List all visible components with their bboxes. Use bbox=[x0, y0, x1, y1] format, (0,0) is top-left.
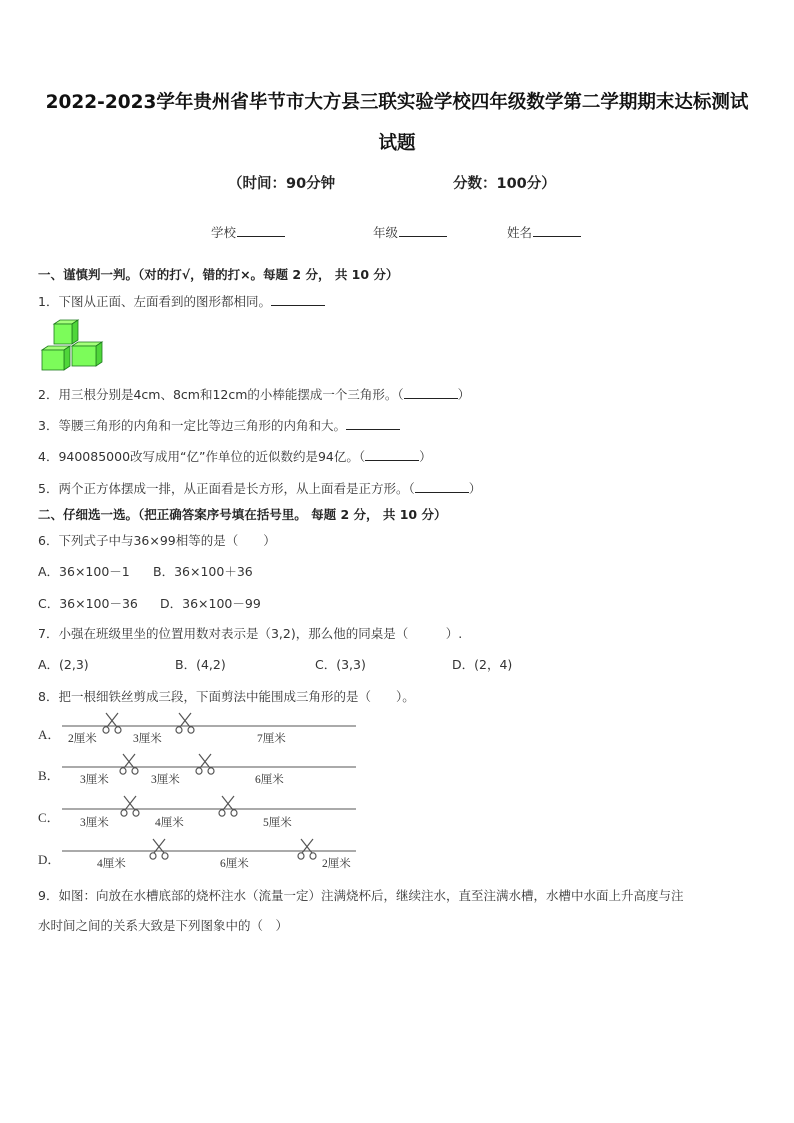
q7-option-d[interactable]: D．(2，4) bbox=[452, 657, 513, 672]
q8-d-seg-1: 4厘米 bbox=[97, 858, 126, 870]
name-field[interactable] bbox=[507, 223, 581, 241]
name-label: 姓名 bbox=[507, 225, 533, 240]
question-9-line1: 9．如图：向放在水槽底部的烧杯注水（流量一定）注满烧杯后，继续注水，直至注满水槽，水槽中水面上升高度与注 bbox=[38, 888, 684, 903]
grade-field[interactable] bbox=[373, 223, 447, 241]
answer-blank[interactable] bbox=[346, 418, 400, 430]
q8-option-a[interactable]: A． bbox=[38, 727, 61, 742]
question-9-line2: 水时间之间的关系大致是下列图象中的（ ） bbox=[38, 918, 289, 933]
q8-d-seg-2: 6厘米 bbox=[220, 858, 249, 870]
question-3: 3．等腰三角形的内角和一定比等边三角形的内角和大。 bbox=[38, 416, 400, 434]
question-4: 4．940085000改写成用“亿”作单位的近似数约是94亿。（ ） bbox=[38, 449, 432, 464]
page-title: 2022-2023学年贵州省毕节市大方县三联实验学校四年级数学第二学期期末达标测试 bbox=[45, 92, 749, 113]
school-field[interactable] bbox=[211, 223, 285, 241]
q7-option-b[interactable]: B．(4,2) bbox=[175, 657, 226, 672]
q6-option-a[interactable]: A．36×100－1 bbox=[38, 564, 130, 579]
q8-b-seg-1: 3厘米 bbox=[80, 774, 109, 786]
cube-stack-figure bbox=[40, 318, 104, 372]
section-2-title: 二、仔细选一选。（把正确答案序号填在括号里。 每题 2 分， 共 10 分） bbox=[38, 507, 447, 522]
answer-blank[interactable] bbox=[404, 387, 458, 399]
grade-label: 年级 bbox=[373, 225, 399, 240]
q6-option-c[interactable]: C．36×100－36 bbox=[38, 596, 138, 611]
scissors-icon bbox=[120, 795, 140, 821]
question-5: 5．两个正方体摆成一排，从正面看是长方形，从上面看是正方形。（ ） bbox=[38, 481, 482, 496]
answer-blank[interactable] bbox=[271, 294, 325, 306]
q6-option-b[interactable]: B．36×100＋36 bbox=[153, 564, 253, 579]
scissors-icon bbox=[218, 795, 238, 821]
question-2: 2．用三根分别是4cm、8cm和12cm的小棒能摆成一个三角形。（ ） bbox=[38, 387, 471, 402]
scissors-icon bbox=[175, 712, 195, 738]
question-1: 1．下图从正面、左面看到的图形都相同。 bbox=[38, 292, 325, 310]
q8-a-seg-2: 3厘米 bbox=[133, 733, 162, 745]
q8-option-c[interactable]: C． bbox=[38, 810, 60, 825]
scissors-icon bbox=[119, 753, 139, 779]
scissors-icon bbox=[297, 838, 317, 864]
q6-option-d[interactable]: D．36×100－99 bbox=[160, 596, 261, 611]
q8-option-d[interactable]: D． bbox=[38, 852, 61, 867]
exam-score: 分数：100分） bbox=[453, 176, 556, 192]
q8-b-seg-3: 6厘米 bbox=[255, 774, 284, 786]
question-7: 7．小强在班级里坐的位置用数对表示是（3,2)，那么他的同桌是（ ）. bbox=[38, 626, 463, 641]
scissors-icon bbox=[195, 753, 215, 779]
question-6: 6．下列式子中与36×99相等的是（ ） bbox=[38, 533, 276, 548]
q8-c-seg-2: 4厘米 bbox=[155, 817, 184, 829]
q7-option-a[interactable]: A．(2,3) bbox=[38, 657, 89, 672]
exam-time: （时间：90分钟 bbox=[228, 176, 336, 192]
q8-c-seg-1: 3厘米 bbox=[80, 817, 109, 829]
section-1-title: 一、谨慎判一判。（对的打√，错的打×。每题 2 分， 共 10 分） bbox=[38, 267, 399, 282]
school-label: 学校 bbox=[211, 225, 237, 240]
answer-blank[interactable] bbox=[365, 449, 419, 461]
answer-blank[interactable] bbox=[415, 481, 469, 493]
q8-a-seg-1: 2厘米 bbox=[68, 733, 97, 745]
q8-option-b[interactable]: B． bbox=[38, 768, 60, 783]
scissors-icon bbox=[149, 838, 169, 864]
q8-d-seg-3: 2厘米 bbox=[322, 858, 351, 870]
scissors-icon bbox=[102, 712, 122, 738]
q7-option-c[interactable]: C．(3,3) bbox=[315, 657, 366, 672]
page-title-line2: 试题 bbox=[378, 133, 416, 154]
q8-b-seg-2: 3厘米 bbox=[151, 774, 180, 786]
q8-c-seg-3: 5厘米 bbox=[263, 817, 292, 829]
question-8: 8．把一根细铁丝剪成三段，下面剪法中能围成三角形的是（ ）。 bbox=[38, 689, 415, 704]
q8-a-seg-3: 7厘米 bbox=[257, 733, 286, 745]
